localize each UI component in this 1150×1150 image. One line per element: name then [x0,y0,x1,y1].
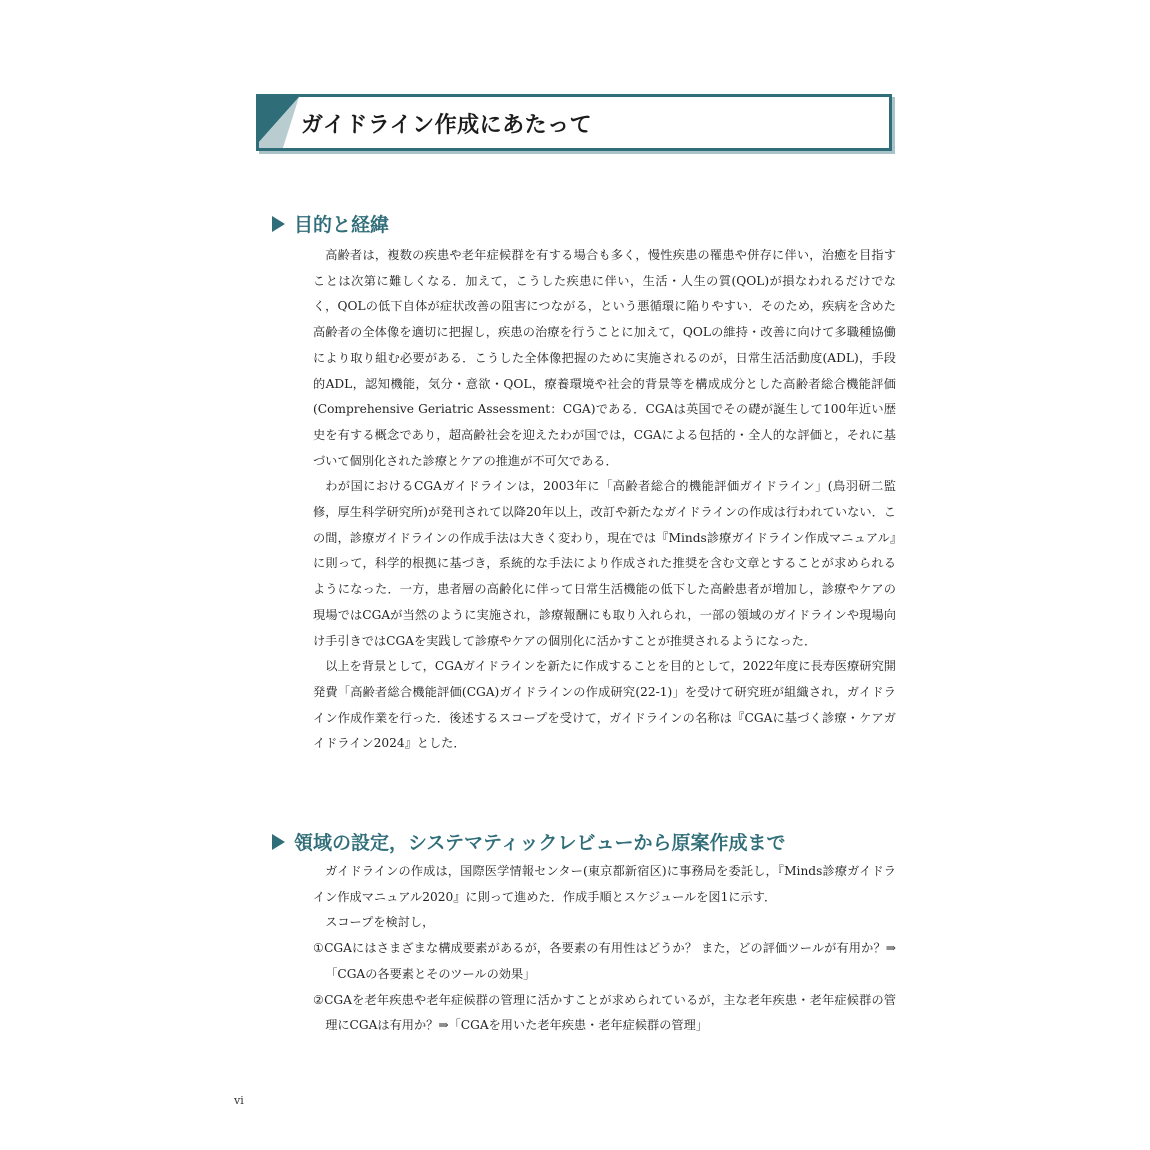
paragraph: 高齢者は，複数の疾患や老年症候群を有する場合も多く，慢性疾患の罹患や併存に伴い，治癒を目指すことは次第に難しくなる．加えて，こうした疾患に伴い，生活・人生の質(QOL)が損なわれるだけでなく，QOLの低下自体が症状改善の阻害につながる，という悪循環に陥りやすい．そのため，疾病を含めた高齢者の全体像を適切に把握し，疾患の治療を行うことに加えて，QOLの維持・改善に向けて多職種協働により取り組む必要がある．こうした全体像把握のために実施されるのが，日常生活活動度(ADL)，手段的ADL，認知機能，気分・意欲・QOL，療養環境や社会的背景等を構成成分とした高齢者総合機能評価(Comprehensive Geriatric Assessment：CGA)である．CGAは英国でその礎が誕生して100年近い歴史を有する概念であり，超高齢社会を迎えたわが国では，CGAによる包括的・全人的な評価と，それに基づいて個別化された診療とケアの推進が不可欠である． [313,248,896,468]
list-item: ①CGAにはさまざまな構成要素があるが，各要素の有用性はどうか？ また，どの評価ツールが有用か？⇒「CGAの各要素とそのツールの効果」 [313,941,896,981]
list-item: ②CGAを老年疾患や老年症候群の管理に活かすことが求められているが，主な老年疾患・老年症候群の管理にCGAは有用か？⇒「CGAを用いた老年疾患・老年症候群の管理」 [313,992,896,1033]
paragraph: スコープを検討し， [325,915,435,930]
section-heading-text: 目的と経緯 [294,214,390,236]
section-heading-purpose [272,210,389,237]
section-heading-text: 領域の設定，システマティックレビューから原案作成まで [294,832,786,854]
triangle-marker-icon [272,834,285,850]
section-heading-scope [272,828,786,855]
paragraph: ガイドラインの作成は，国際医学情報センター(東京都新宿区)に事務局を委託し，『Minds診療ガイドライン作成マニュアル2020』に則って進めた．作成手順とスケジュールを図1に示す． [313,864,896,904]
chapter-title-box [256,94,892,151]
section-body-purpose [313,243,896,757]
page-number: vi [234,1094,244,1107]
chapter-title: ガイドライン作成にあたって [301,113,593,138]
section-body-scope [313,859,896,1039]
paragraph: 以上を背景として，CGAガイドラインを新たに作成することを目的として，2022年度に長寿医療研究開発費「高齢者総合機能評価(CGA)ガイドラインの作成研究(22-1)」を受けて研究班が組織され，ガイドライン作成作業を行った．後述するスコープを受けて，ガイドラインの名称は『CGAに基づく診療・ケアガイドライン2024』とした． [313,659,896,751]
triangle-marker-icon [272,216,285,232]
paragraph: わが国におけるCGAガイドラインは，2003年に「高齢者総合的機能評価ガイドライン」(鳥羽研二監修，厚生科学研究所)が発刊されて以降20年以上，改訂や新たなガイドラインの作成は行われていない．この間，診療ガイドラインの作成手法は大きく変わり，現在では『Minds診療ガイドライン作成マニュアル』に則って，科学的根拠に基づき，系統的な手法により作成された推奨を含む文章とすることが求められるようになった．一方，患者層の高齢化に伴って日常生活機能の低下した高齢患者が増加し，診療やケアの現場ではCGAが当然のように実施され，診療報酬にも取り入れられ，一部の領域のガイドラインや現場向け手引きではCGAを実践して診療やケアの個別化に活かすことが推奨されるようになった． [313,479,896,648]
